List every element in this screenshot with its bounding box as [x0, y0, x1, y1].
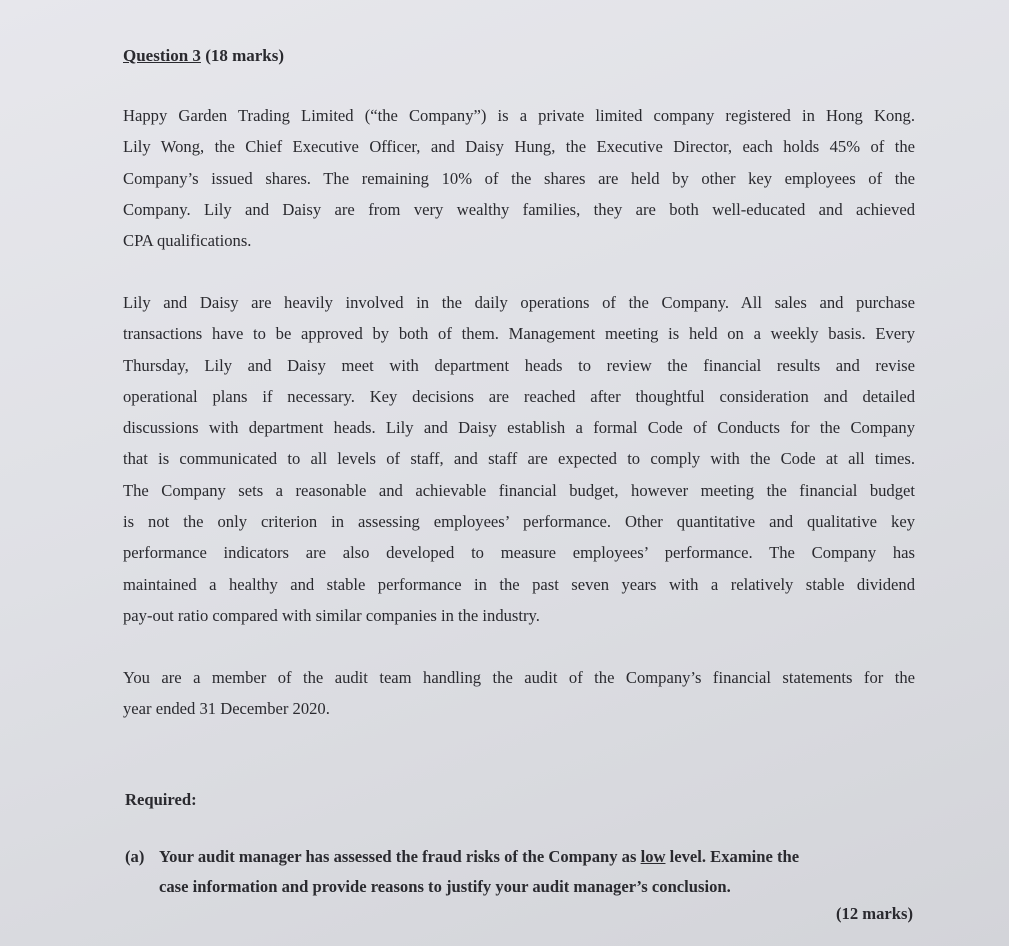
question-marks: (18 marks): [205, 46, 285, 65]
paragraph-line: is not the only criterion in assessing employees’ performance. Other quantitative and qualitative key: [123, 512, 915, 532]
paragraph-audit-team: [123, 662, 915, 725]
paragraph-line: performance indicators are also developed to measure employees’ performance. The Company has: [123, 543, 915, 563]
paragraph-operations: [123, 287, 915, 631]
part-a-underlined-word: low: [640, 847, 666, 866]
paragraph-line: pay-out ratio compared with similar companies in the industry.: [123, 605, 540, 625]
question-title: Question 3: [123, 46, 201, 65]
part-a-line-1: [159, 842, 915, 872]
paragraph-line: Lily Wong, the Chief Executive Officer, and Daisy Hung, the Executive Director, each holds 45% of the: [123, 137, 915, 157]
paragraph-line: Lily and Daisy are heavily involved in the daily operations of the Company. All sales and purchase: [123, 293, 915, 312]
paragraph-line: You are a member of the audit team handling the audit of the Company’s financial statements for the: [123, 668, 915, 687]
paragraph-line: Thursday, Lily and Daisy meet with department heads to review the financial results and revise: [123, 355, 915, 375]
part-a-line-2: case information and provide reasons to justify your audit manager’s conclusion.: [159, 877, 731, 896]
paragraph-line: that is communicated to all levels of staff, and staff are expected to comply with the Code at all times.: [123, 449, 915, 469]
paragraph-line: The Company sets a reasonable and achievable financial budget, however meeting the financial budget: [123, 480, 915, 500]
paragraph-line: maintained a healthy and stable performance in the past seven years with a relatively stable dividend: [123, 574, 915, 594]
paragraph-line: Company. Lily and Daisy are from very wealthy families, they are both well-educated and achieved: [123, 199, 915, 219]
part-a-text: [159, 842, 915, 902]
paragraph-line: Company’s issued shares. The remaining 10% of the shares are held by other key employees of the: [123, 168, 915, 188]
paragraph-line: transactions have to be approved by both of them. Management meeting is held on a weekly basis. Every: [123, 324, 915, 344]
paragraph-line: operational plans if necessary. Key decisions are reached after thoughtful consideration and detailed: [123, 386, 915, 406]
part-a-line-1-before: Your audit manager has assessed the fraud risks of the Company as: [159, 847, 641, 866]
part-a-label: (a): [125, 847, 145, 866]
paragraph-line: year ended 31 December 2020.: [123, 699, 330, 719]
paragraph-line: Happy Garden Trading Limited (“the Company”) is a private limited company registered in Hong Kong.: [123, 106, 915, 125]
paragraph-line: discussions with department heads. Lily and Daisy establish a formal Code of Conducts for the Company: [123, 418, 915, 438]
part-a-marks: (12 marks): [836, 904, 913, 923]
question-heading: [123, 46, 284, 66]
paragraph-company-background: [123, 100, 915, 256]
required-heading: Required:: [125, 790, 197, 809]
part-a-line-1-after: level. Examine the: [665, 847, 800, 866]
paragraph-line: CPA qualifications.: [123, 231, 252, 251]
question-part-a: [125, 842, 915, 902]
